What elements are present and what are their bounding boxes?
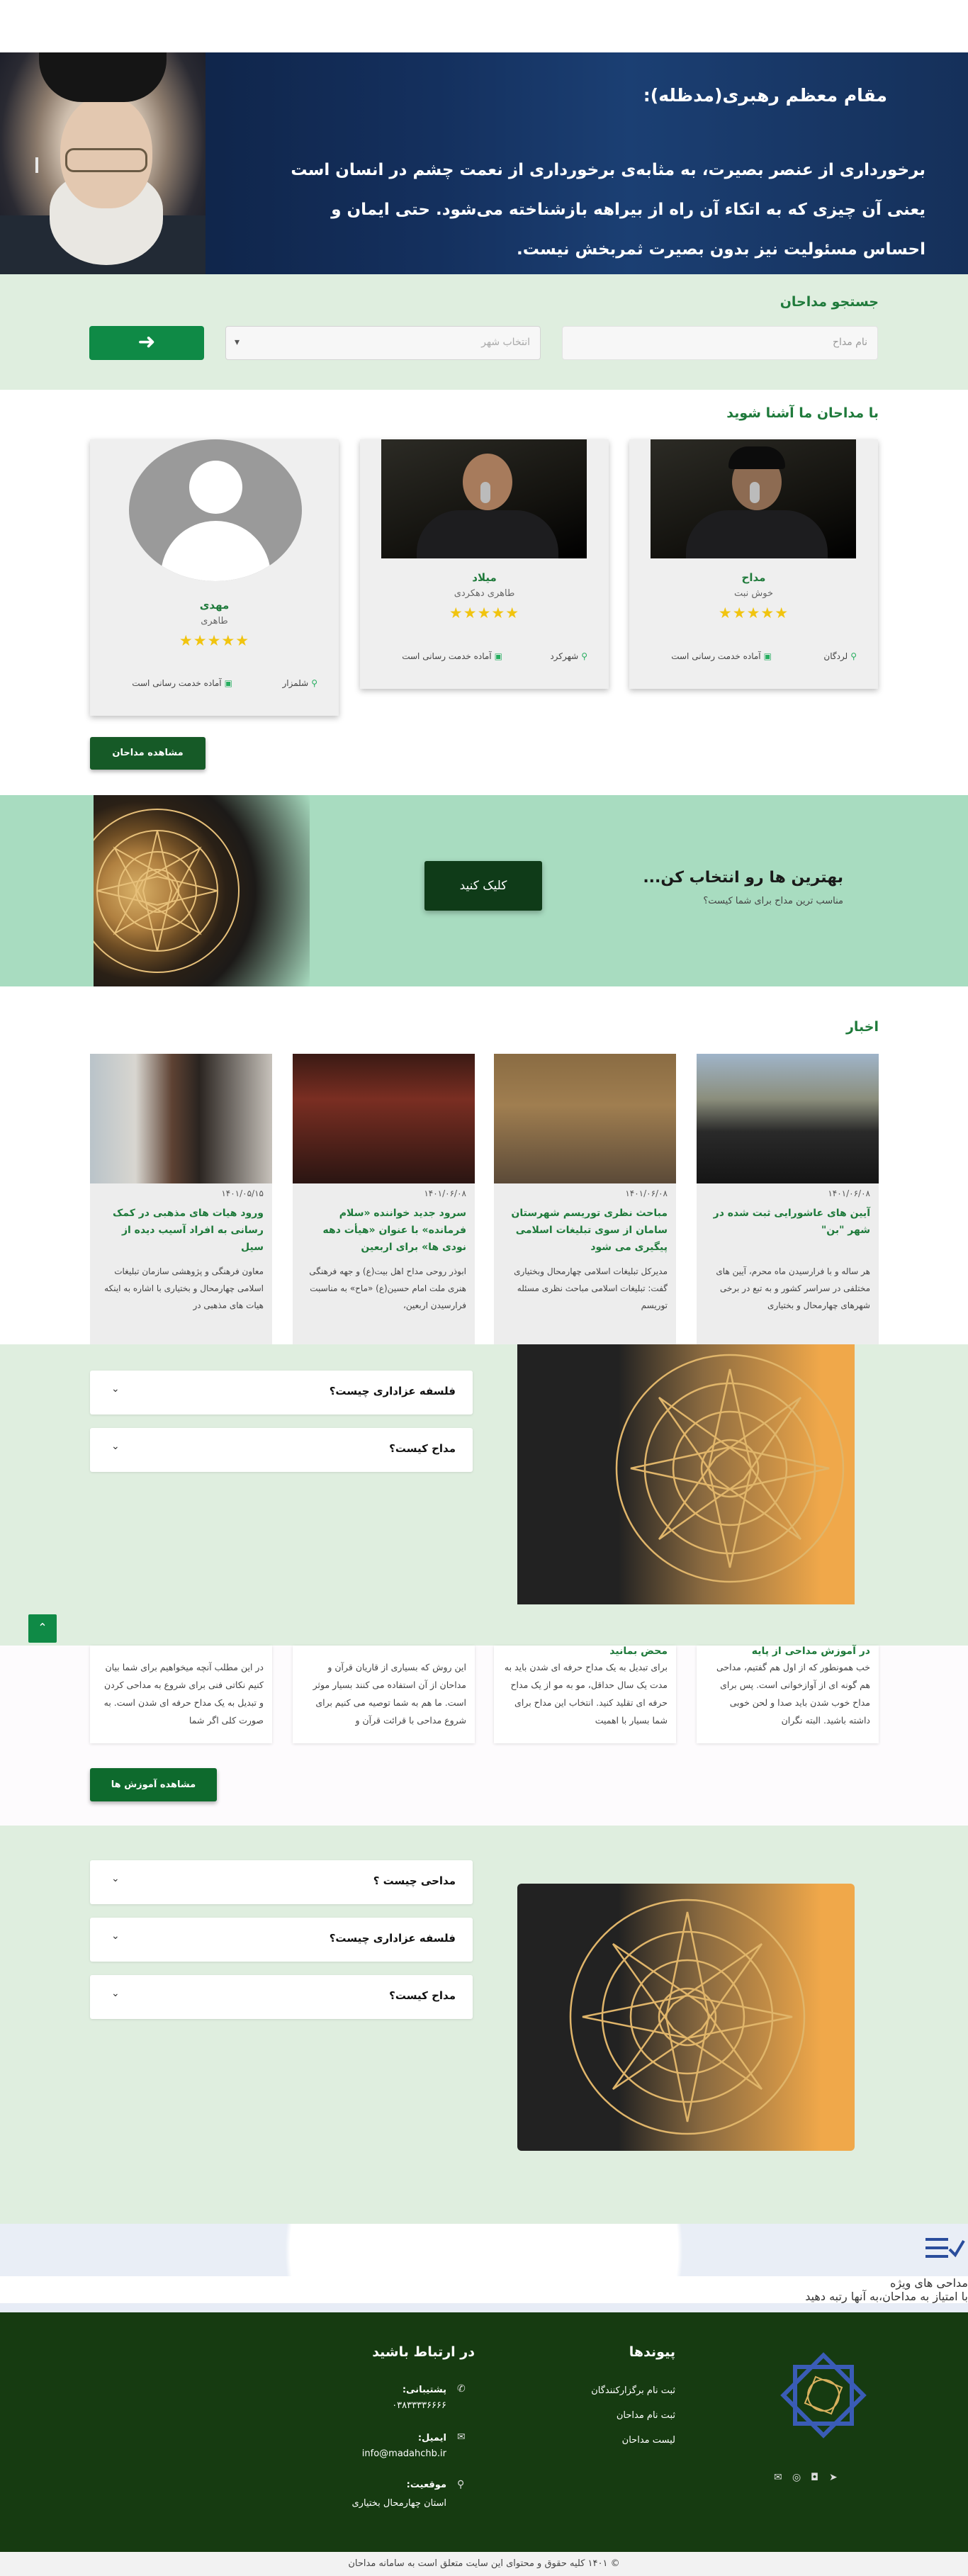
calendar-icon: ▣ [763,651,772,661]
news-date: ۱۴۰۱/۰۵/۱۵ [221,1188,264,1198]
telegram-icon[interactable]: ➤ [829,2472,838,2483]
news-image [697,1054,879,1183]
mandala-ornament [94,795,310,986]
news-date: ۱۴۰۱/۰۶/۰۸ [424,1188,466,1198]
location-icon: ⚲ [457,2479,465,2490]
singer-style: طاهری دهکردی [454,588,515,599]
click-here-button[interactable]: کلیک کنید [424,861,542,911]
site-logo[interactable] [772,2344,875,2447]
rating-stars: ★★★★★ [718,604,789,621]
learning-title[interactable]: در آموزش مداحی از پایه [751,1646,870,1657]
singer-city: ⚲شلمزار [282,678,317,688]
search-section [0,274,968,390]
singer-status: ▣آماده خدمت رسانی است [402,651,502,661]
faq-question: فلسفه عزاداری چیست؟ [329,1932,456,1945]
singer-card[interactable] [90,439,339,716]
banner-subtitle: مناسب ترین مداح برای شما کیست؟ [703,896,843,906]
learning-card[interactable] [697,1646,879,1743]
chevron-down-icon: ▾ [235,337,240,348]
news-card[interactable] [697,1054,879,1344]
news-date: ۱۴۰۱/۰۶/۰۸ [625,1188,668,1198]
support-phone[interactable]: ۰۳۸۳۳۳۳۶۶۶۶ [392,2400,446,2411]
news-excerpt: ابوذر روحی مداح اهل بیت(ع) و جهه فرهنگی هنری ملت امام حسین(ع) «ماح» به مناسبت فرارسیدن اربعین، [309,1266,466,1310]
singer-status: ▣آماده خدمت رسانی است [671,651,772,661]
learning-excerpt: این روش که بسیاری از قاریان قرآن و مداحان از آن استفاده می کنند بسیار موثر است. ما هم به شما توصیه می کنیم برای شروع مداحی با قرائت قرآن و [313,1662,466,1726]
chevron-down-icon: ⌄ [111,1383,120,1395]
avatar-placeholder [129,439,302,581]
arrow-left-icon: ➜ [137,330,156,354]
singer-style: طاهری [201,616,228,626]
singer-name-input[interactable]: نام مداح [562,326,878,360]
location-label: موقعیت: [406,2480,446,2490]
learning-card[interactable] [494,1646,676,1743]
news-excerpt: هر ساله و با فرارسیدن ماه محرم، آیین های مختلفی در سراسر کشور و به تبع در برخی شهرهای چهارمحال و بختیاری [716,1266,870,1310]
map-pin-icon: ⚲ [311,678,317,688]
learning-card[interactable] [90,1646,272,1743]
singer-style: خوش نبت [733,588,774,599]
scroll-to-top-button[interactable] [28,1614,57,1643]
feature-desc: با امتیاز به مداحان،به آنها رتبه دهید [805,2290,968,2303]
city-select-placeholder: انتخاب شهر [481,337,530,348]
view-tutorials-button[interactable]: مشاهده آموزش ها [90,1768,217,1801]
faq-question: مداحی چیست ؟ [373,1874,456,1887]
news-image [494,1054,676,1183]
singer-status: ▣آماده خدمت رسانی است [132,678,232,688]
feature-item [0,2224,968,2303]
singer-name: میلاد [472,571,497,584]
news-card[interactable] [293,1054,475,1344]
faq-item[interactable] [90,1371,473,1414]
mandala-image [517,1344,855,1604]
singer-card[interactable] [629,439,878,689]
map-pin-icon: ⚲ [850,651,857,661]
copyright-text: © ۱۴۰۱ کلیه حقوق و محتوای این سایت متعلق است به سامانه مداحان [348,2558,620,2569]
news-title[interactable]: مباحث نظری توریسم شهرستان سامان از سوی تبلیغات اسلامی پیگیری می شود [511,1208,668,1253]
site-footer [0,2312,968,2552]
news-image [293,1054,475,1183]
email-address[interactable]: info@madahchb.ir [361,2448,446,2459]
faq-question: مداح کیست؟ [389,1989,456,2002]
chevron-down-icon: ⌄ [111,1441,120,1452]
calendar-icon: ▣ [224,678,232,688]
map-pin-icon: ⚲ [581,651,587,661]
feature-title: مداحی های ویژه [889,2276,968,2290]
news-card[interactable] [90,1054,272,1344]
location-value: استان چهارمحال بختیاری [351,2498,446,2509]
search-title: جستجو مداحان [780,294,879,310]
copyright-bar [0,2552,968,2576]
instagram-icon[interactable]: ◘ [811,2472,819,2483]
learning-excerpt: خب همونطور که از اول هم گفتیم، مداحی هم گونه ای از آوازخوانی است. پس برای مداح خوب شدن باید صدا و لحن خوبی داشته باشید. البته نگران [716,1662,870,1726]
singer-photo [381,439,587,558]
leader-portrait [0,52,206,274]
faq-item[interactable] [90,1918,473,1962]
chevron-up-icon: ⌃ [38,1621,47,1634]
rating-stars: ★★★★★ [449,604,520,621]
mandala-image [517,1884,855,2151]
checklist-icon [0,2224,968,2276]
chevron-down-icon: ⌄ [111,1873,120,1884]
singer-name: مداح [741,571,766,584]
hero-quote: برخورداری از عنصر بصیرت، به مثابه‌ی برخورداری از نعمت چشم در انسان است یعنی آن چیزی که به اتکاء آن راه از بیراهه بازشناخته می‌شود. حتی ایمان و احساس مسئولیت نیز بدون بصیرت ثمربخش نیست. [291,161,925,259]
hero-heading: مقام معظم رهبری(مدظله): [643,85,887,106]
view-singers-button[interactable]: مشاهده مداحان [90,737,206,770]
support-label: پشتیبانی: [402,2385,446,2395]
search-submit-button[interactable] [89,326,204,360]
email-icon[interactable]: ✉ [774,2472,782,2483]
calendar-icon: ▣ [494,651,502,661]
footer-link[interactable]: ثبت نام مداحان [616,2410,675,2421]
footer-link[interactable]: ثبت نام برگزارکنندگان [591,2385,675,2396]
links-title: پیوندها [629,2344,675,2360]
news-excerpt: معاون فرهنگی و پژوهشی سازمان تبلیغات اسلامی چهارمحال و بختیاری با اشاره به اینکه هیات های مذهبی در [104,1266,264,1310]
faq-question: مداح کیست؟ [389,1442,456,1455]
phone-icon: ✆ [457,2383,466,2395]
news-title: اخبار [845,1019,879,1035]
singer-card[interactable] [360,439,609,689]
slider-indicator[interactable] [35,157,38,173]
news-title[interactable]: ورود هیات های مذهبی در کمک رسانی به افراد آسیب دیده از سیل [112,1208,264,1253]
news-date: ۱۴۰۱/۰۶/۰۸ [828,1188,870,1198]
learning-excerpt: در این مطلب آنچه میخواهیم برای شما بیان کنیم نکاتی فنی برای شروع به مداحی کردن و تبدیل به یک مداح حرفه ای شدن است. به صورت کلی اگر شما [103,1662,264,1726]
news-title[interactable]: آیین های عاشورایی ثبت شده در شهر "بن" [713,1208,870,1236]
learning-excerpt: برای تبدیل به یک مداح حرفه ای شدن باید به مدت یک سال حداقل، مو به مو از یک مداح حرفه ای تقلید کنید. انتخاب این مداح برای شما بسیار با اهمیت [504,1662,668,1726]
faq-section-2 [0,1826,968,2224]
singer-city: ⚲شهرکرد [550,651,587,661]
chevron-down-icon: ⌄ [111,1930,120,1942]
footer-link[interactable]: لیست مداحان [621,2435,675,2446]
news-excerpt: مدیرکل تبلیغات اسلامی چهارمحال وبختیاری گفت: تبلیغات اسلامی مباحث نظری مسئله توریسم [514,1266,668,1310]
faq-item[interactable] [90,1860,473,1904]
news-card[interactable] [494,1054,676,1344]
top-spacer [0,0,968,52]
hero-banner [0,52,968,274]
choose-best-banner [0,795,968,986]
learning-title[interactable]: محض بمانید [609,1646,668,1657]
email-label: ایمیل: [417,2433,446,2443]
features-section [0,2224,968,2312]
city-select[interactable] [225,326,541,360]
faq-item[interactable] [90,1975,473,2019]
chevron-down-icon: ⌄ [111,1988,120,1999]
contact-title: در ارتباط باشید [372,2344,475,2360]
singer-name: مهدی [199,599,230,612]
meet-title: با مداحان ما آشنا شوید [726,405,879,421]
rating-stars: ★★★★★ [179,632,250,649]
singer-photo [651,439,856,558]
singer-city: ⚲لردگان [823,651,857,661]
learning-card[interactable] [293,1646,475,1743]
mail-icon: ✉ [457,2431,466,2443]
news-image [90,1054,272,1183]
news-title[interactable]: سرود جدید خواننده «سلام فرمانده» با عنوان «هیأت دهه نودی ها» برای اربعین [322,1208,466,1253]
whatsapp-icon[interactable]: ◎ [792,2472,801,2483]
faq-question: فلسفه عزاداری چیست؟ [329,1385,456,1397]
faq-item[interactable] [90,1428,473,1472]
banner-title: بهترین ها رو انتخاب کن... [643,869,843,887]
faq-section [0,1344,968,1646]
